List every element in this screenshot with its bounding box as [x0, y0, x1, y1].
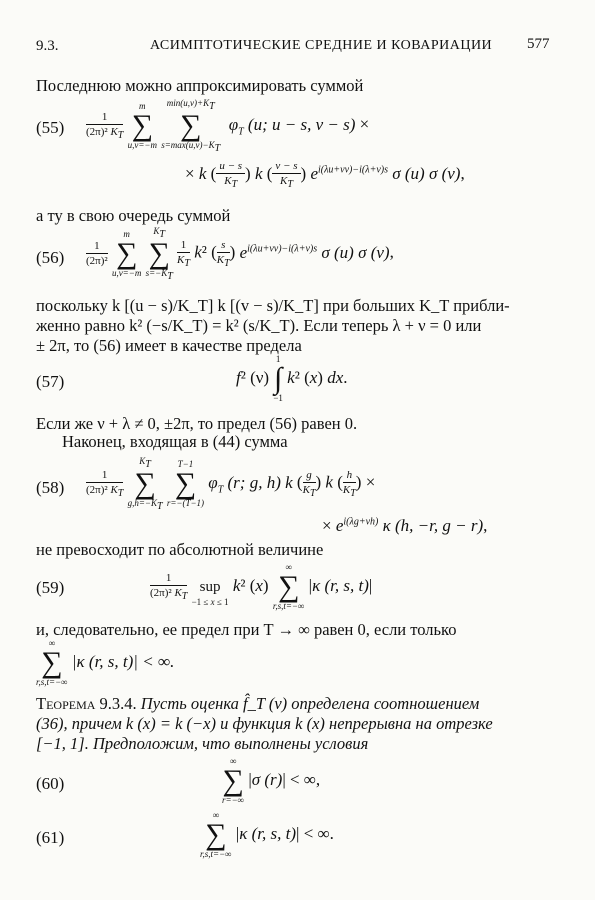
running-title: АСИМПТОТИЧЕСКИЕ СРЕДНИЕ И КОВАРИАЦИИ — [150, 38, 493, 53]
eq-55-line1: $\frac{1}{(2\pi)^2 K_T}$ m ∑ u,v=−m $\min(u,v)+K_T$ ∑ $s=\max(u,v)-K_T$ $\varphi_T$ (u; u − s, v − s) × — [86, 98, 370, 154]
eq-60: ∞ ∑ r=−∞ |σ (r)| < ∞, — [222, 756, 321, 805]
paragraph-5: Наконец, входящая в (44) сумма — [62, 432, 288, 451]
theorem-text-1: Пусть оценка f̂_T (ν) определена соотношением — [140, 694, 480, 713]
eq-56-number: (56) — [36, 248, 65, 267]
eq-57-number: (57) — [36, 372, 65, 391]
eq-55-number: (55) — [36, 118, 65, 137]
paragraph-7-sum: ∞ ∑ r,s,t=−∞ |κ (r, s, t)| < ∞. — [36, 638, 175, 687]
eq-58-number: (58) — [36, 478, 65, 497]
eq-61: ∞ ∑ r,s,t=−∞ |κ (r, s, t)| < ∞. — [200, 810, 334, 859]
paragraph-7: и, следовательно, ее предел при T → ∞ равен 0, если только — [36, 620, 457, 639]
section-number: 9.3. — [36, 38, 59, 54]
paragraph-3-line-3: ± 2π, то (56) имеет в качестве предела — [36, 336, 302, 355]
paragraph-3-line-1: поскольку k [(u − s)/K_T] k [(v − s)/K_T] при больших K_T прибли- — [36, 296, 510, 315]
page-number: 577 — [527, 36, 550, 52]
eq-55-line2: × k ( $\frac{u - s}{K_T}$ ) k ( $\frac{v - s}{K_T}$ ) $e^{i(\lambda u+\nu v)-i(\lambda+\nu)s}$ σ (u) σ (v), — [185, 160, 465, 191]
paragraph-7-sum-text: |κ (r, s, t)| < ∞. — [71, 651, 175, 671]
paragraph-2: а ту в свою очередь суммой — [36, 206, 231, 225]
eq-57: f² (ν) 1 ∫ −1 k² (x) dx. — [236, 354, 348, 403]
paragraph-6: не превосходит по абсолютной величине — [36, 540, 324, 559]
paragraph-1: Последнюю можно аппроксимировать суммой — [36, 76, 364, 95]
paragraph-4: Если же ν + λ ≠ 0, ±2π, то предел (56) равен 0. — [36, 414, 358, 433]
theorem-label: Теорема 9.3.4. — [36, 694, 137, 713]
theorem-line-3: [−1, 1]. Предположим, что выполнены условия — [36, 734, 369, 753]
theorem-line-1 — [36, 694, 479, 714]
eq-60-number: (60) — [36, 774, 65, 793]
eq-59-number: (59) — [36, 578, 65, 597]
paragraph-3-line-2: женно равно k² (−s/K_T) = k² (s/K_T). Если теперь λ + ν = 0 или — [36, 316, 482, 335]
eq-58-line1: $\frac{1}{(2\pi)^2 K_T}$ $K_T$ ∑ $g,h=-K_T$ T−1 ∑ r=−(T−1) $\varphi_T$ (r; g, h) k ( $\frac{g}{K_T}$ ) k ( $\frac{h}{K_T}$ ) × — [86, 456, 376, 512]
eq-56: $\frac{1}{\text{(2π)²}}$ m ∑ u,v=−m $K_T$ ∑ $s=-K_T$ $\frac{1}{K_T}$ k² ( $\frac{s}{K_T}$ ) $e^{i(\lambda u+\nu v)-i(\lambda+\nu)s}$ σ (u) σ (v), — [86, 226, 394, 282]
theorem-line-2: (36), причем k (x) = k (−x) и функция k (x) непрерывна на отрезке — [36, 714, 493, 733]
eq-58-line2: × $e^{i(\lambda g+\nu h)}$ κ (h, −r, g − r), — [322, 516, 488, 535]
eq-59: $\frac{1}{(2\pi)^2 K_T}$ sup −1 ≤ x ≤ 1 k² (x) ∞ ∑ r,s,t=−∞ |κ (r, s, t)| — [150, 562, 373, 611]
eq-61-number: (61) — [36, 828, 65, 847]
